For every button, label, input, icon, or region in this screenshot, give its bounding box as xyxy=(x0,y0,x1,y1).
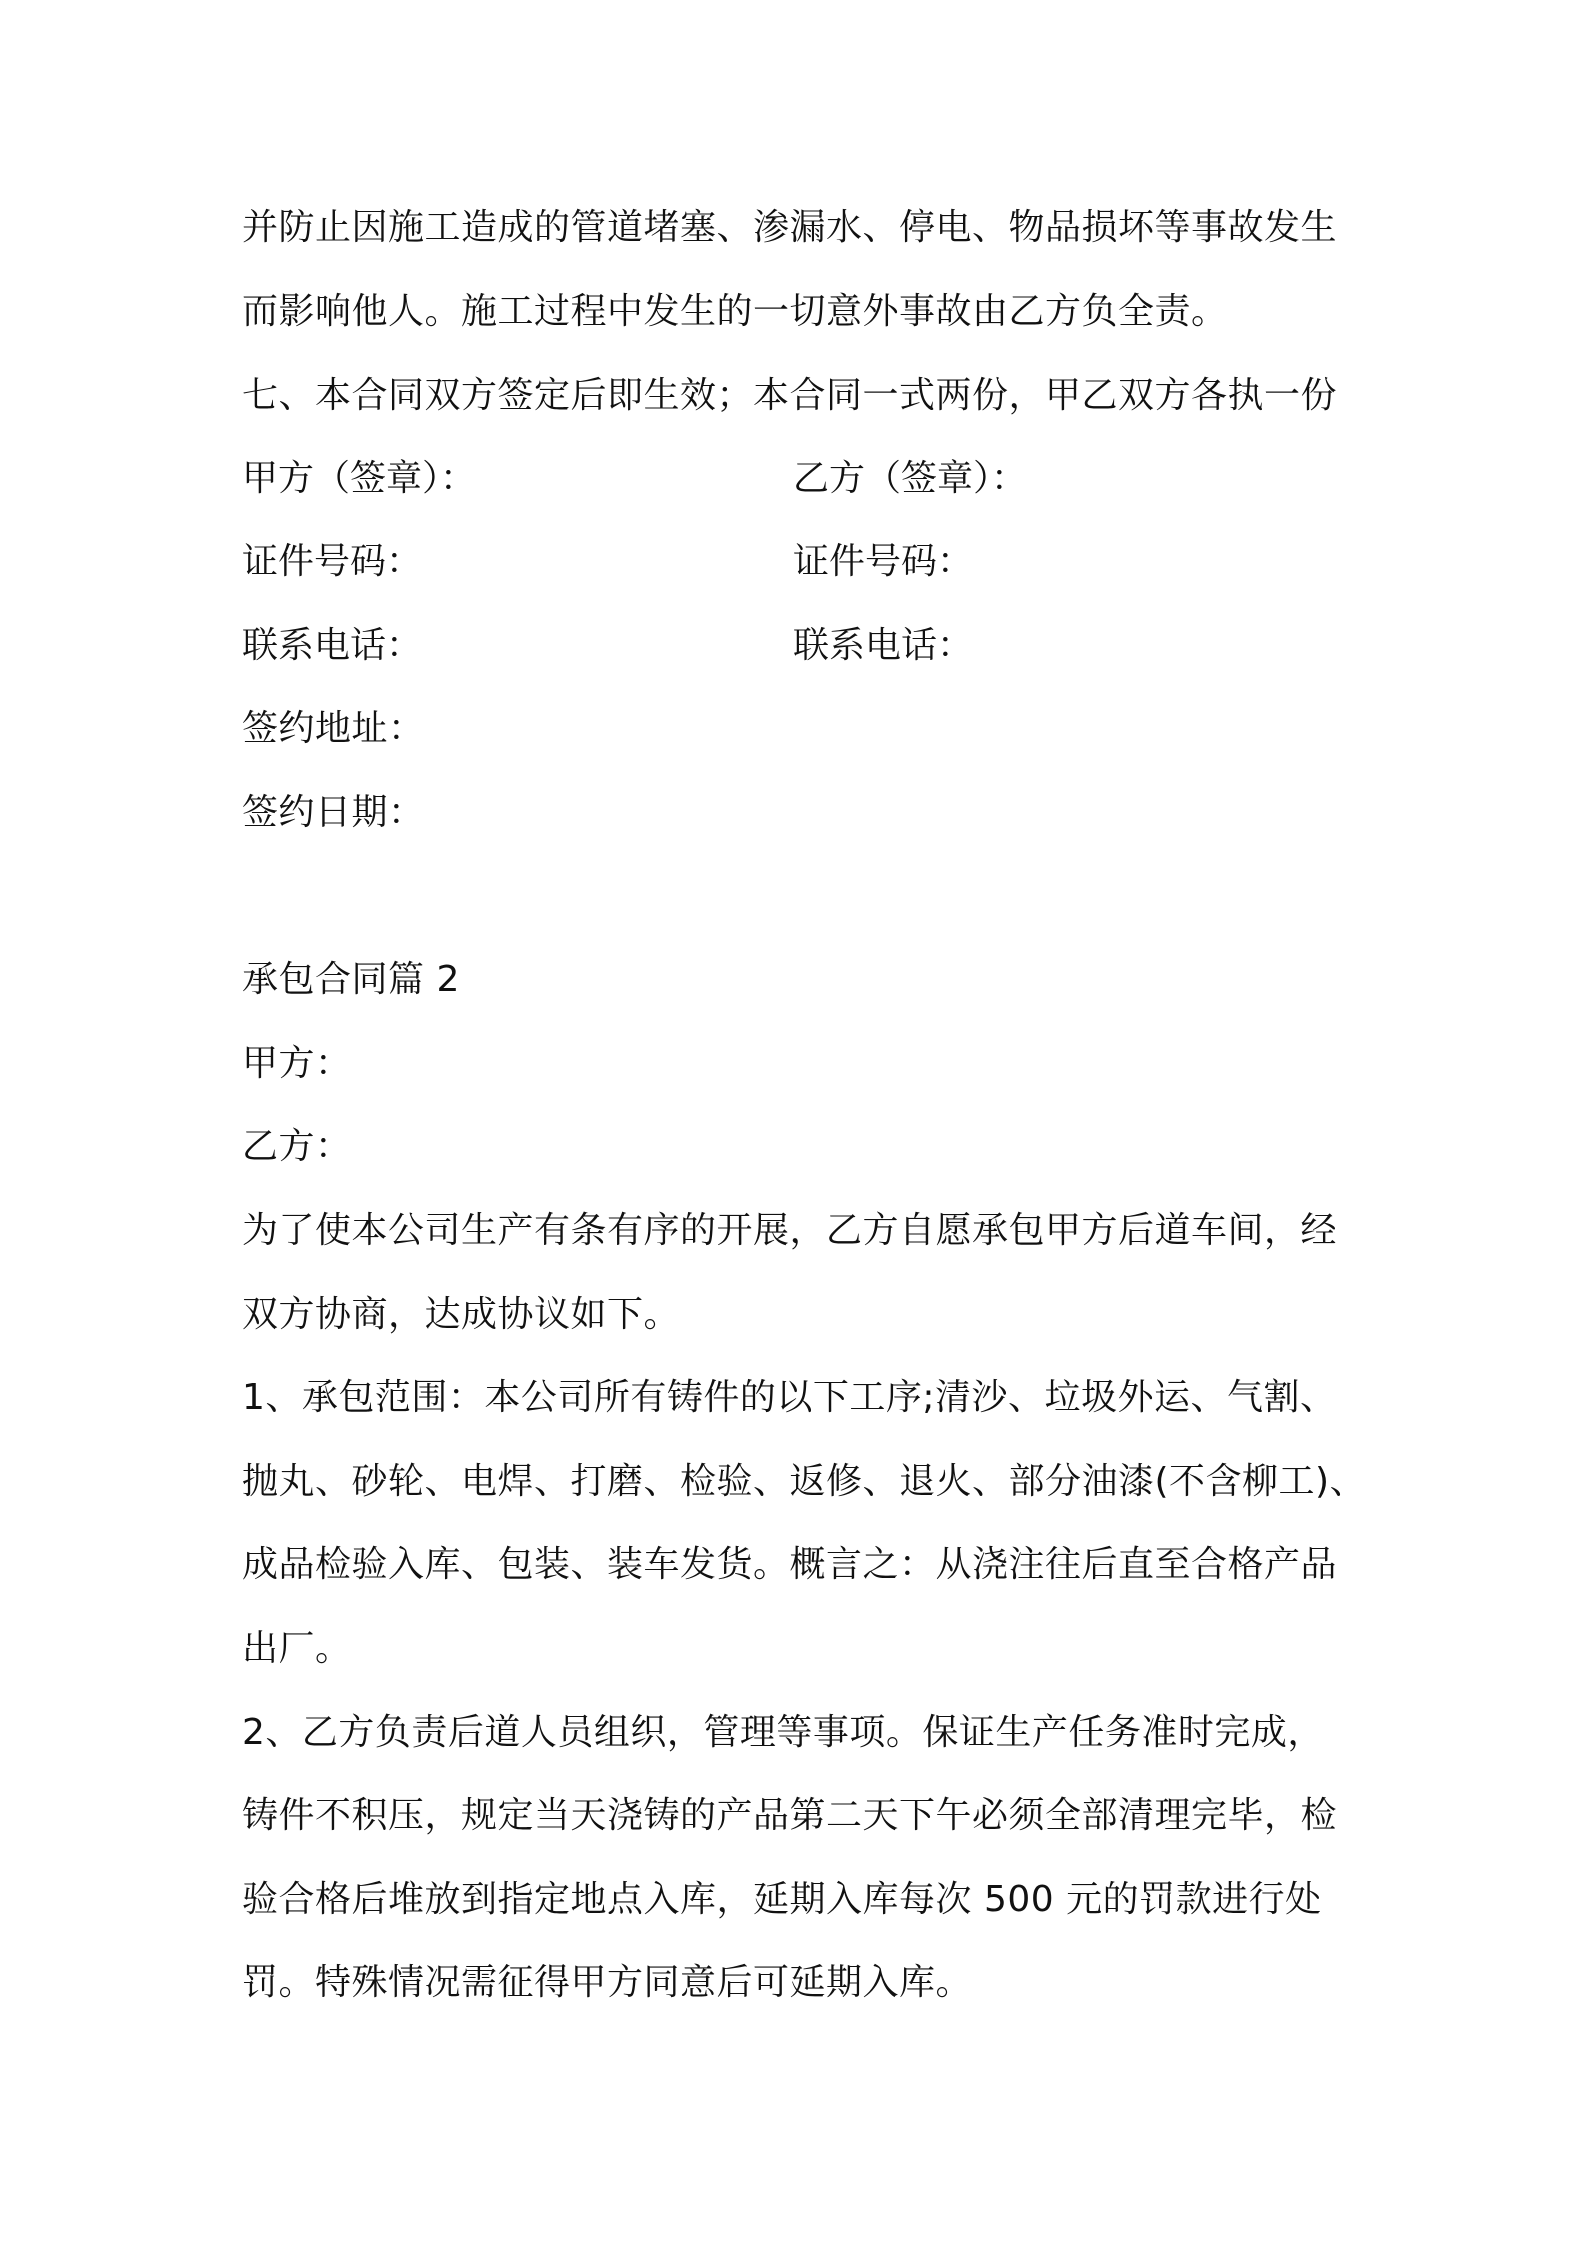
intro-line: 为了使本公司生产有条有序的开展，乙方自愿承包甲方后道车间，经 xyxy=(242,1210,1338,1251)
clause-two-line: 铸件不积压，规定当天浇铸的产品第二天下午必须全部清理完毕，检 xyxy=(242,1795,1338,1836)
section-heading: 承包合同篇 2 xyxy=(242,959,460,1000)
clause-two-line: 罚。特殊情况需征得甲方同意后可延期入库。 xyxy=(242,1962,973,2003)
party-b-phone-label: 联系电话： xyxy=(793,625,974,666)
party-b-seal-label: 乙方（签章）： xyxy=(793,458,1028,499)
party-a-id-label: 证件号码： xyxy=(242,541,423,582)
clause-one-line: 抛丸、砂轮、电焊、打磨、检验、返修、退火、部分油漆(不含柳工)、 xyxy=(242,1461,1367,1502)
clause-two-line: 验合格后堆放到指定地点入库，延期入库每次 500 元的罚款进行处 xyxy=(242,1879,1322,1920)
paragraph-line: 而影响他人。施工过程中发生的一切意外事故由乙方负全责。 xyxy=(242,291,1228,332)
signature-row-id xyxy=(242,537,1362,587)
party-a-seal-label: 甲方（签章）： xyxy=(242,458,477,499)
sign-address-label: 签约地址： xyxy=(242,708,425,749)
party-b-id-label: 证件号码： xyxy=(793,541,974,582)
clause-seven: 七、本合同双方签定后即生效；本合同一式两份，甲乙双方各执一份 xyxy=(242,375,1338,416)
paragraph-line: 并防止因施工造成的管道堵塞、渗漏水、停电、物品损坏等事故发生 xyxy=(242,207,1338,248)
sign-date-label: 签约日期： xyxy=(242,792,425,833)
clause-one-line: 1、承包范围：本公司所有铸件的以下工序;清沙、垃圾外运、气割、 xyxy=(242,1377,1337,1418)
clause-two-line: 2、乙方负责后道人员组织，管理等事项。保证生产任务准时完成， xyxy=(242,1712,1324,1753)
clause-one-line: 出厂。 xyxy=(242,1628,352,1669)
party-b-label: 乙方： xyxy=(242,1126,352,1167)
clause-one-line: 成品检验入库、包装、装车发货。概言之：从浇注往后直至合格产品 xyxy=(242,1544,1338,1585)
intro-line: 双方协商，达成协议如下。 xyxy=(242,1294,681,1335)
party-a-phone-label: 联系电话： xyxy=(242,625,423,666)
signature-row-phone xyxy=(242,621,1362,671)
party-a-label: 甲方： xyxy=(242,1043,352,1084)
signature-row-seal xyxy=(242,454,1362,504)
